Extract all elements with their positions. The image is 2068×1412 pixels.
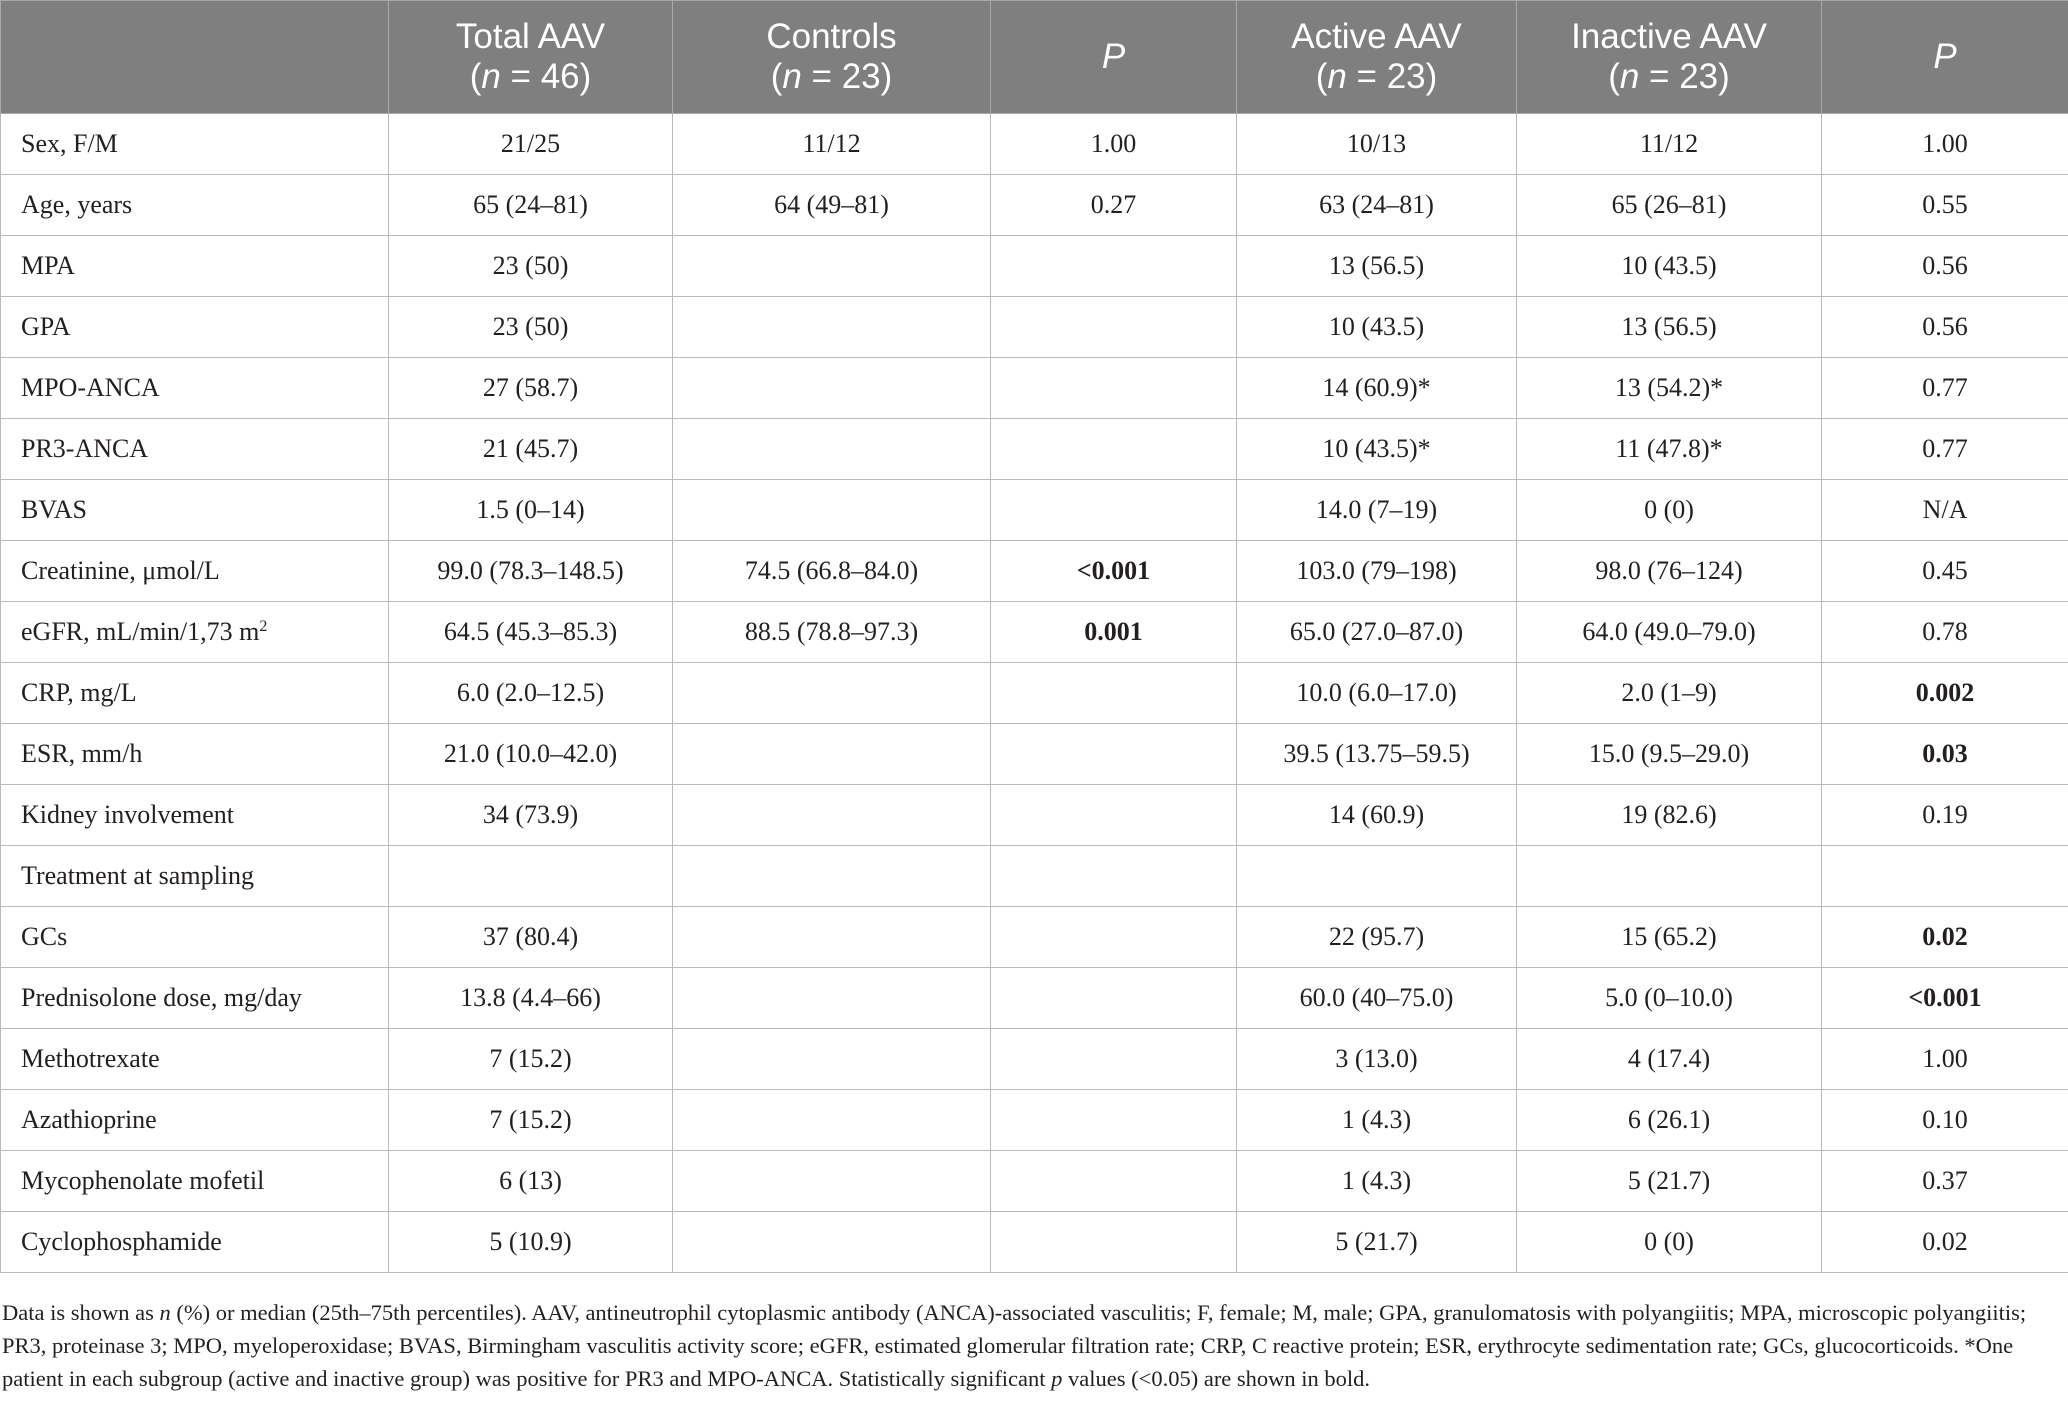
table-cell	[673, 419, 991, 480]
table-row	[1, 602, 2068, 663]
table-row	[1, 297, 2068, 358]
table-cell	[673, 724, 991, 785]
column-header	[389, 1, 673, 114]
table-cell: 7 (15.2)	[389, 1029, 673, 1090]
table-cell: 64 (49–81)	[673, 175, 991, 236]
table-cell: 14.0 (7–19)	[1237, 480, 1517, 541]
table-row	[1, 663, 2068, 724]
table-cell	[673, 1212, 991, 1273]
table-cell: 14 (60.9)*	[1237, 358, 1517, 419]
column-header-n: (n = 23)	[1315, 57, 1438, 96]
table-row	[1, 1151, 2068, 1212]
table-cell: 10/13	[1237, 114, 1517, 175]
table-cell: 13 (54.2)*	[1517, 358, 1822, 419]
table-cell: 0.03	[1822, 724, 2068, 785]
column-header-label: Inactive AAV	[1571, 17, 1767, 56]
table-cell: 98.0 (76–124)	[1517, 541, 1822, 602]
column-header-label: Controls	[766, 17, 897, 56]
table-cell: 22 (95.7)	[1237, 907, 1517, 968]
row-label: PR3-ANCA	[1, 419, 389, 480]
table-cell	[673, 1029, 991, 1090]
table-cell: 63 (24–81)	[1237, 175, 1517, 236]
table-cell: 0.02	[1822, 907, 2068, 968]
footnote-text-3: values (<0.05) are shown in bold.	[1062, 1366, 1371, 1391]
table-cell	[673, 1090, 991, 1151]
table-cell	[991, 1029, 1237, 1090]
table-cell: 39.5 (13.75–59.5)	[1237, 724, 1517, 785]
table-cell: 99.0 (78.3–148.5)	[389, 541, 673, 602]
table-cell: 0.77	[1822, 419, 2068, 480]
table-cell: 11/12	[1517, 114, 1822, 175]
row-label: GPA	[1, 297, 389, 358]
table-cell: 10 (43.5)*	[1237, 419, 1517, 480]
table-cell: 21/25	[389, 114, 673, 175]
table-body	[1, 114, 2068, 1273]
column-header	[673, 1, 991, 114]
row-label: CRP, mg/L	[1, 663, 389, 724]
table-cell: 0.002	[1822, 663, 2068, 724]
row-label: GCs	[1, 907, 389, 968]
row-label: ESR, mm/h	[1, 724, 389, 785]
row-label: Cyclophosphamide	[1, 1212, 389, 1273]
table-row	[1, 724, 2068, 785]
table-cell	[991, 236, 1237, 297]
table-cell: 10 (43.5)	[1237, 297, 1517, 358]
table-cell: 11/12	[673, 114, 991, 175]
table-cell	[991, 663, 1237, 724]
row-label: Age, years	[1, 175, 389, 236]
table-cell: 15.0 (9.5–29.0)	[1517, 724, 1822, 785]
table-cell: 10.0 (6.0–17.0)	[1237, 663, 1517, 724]
table-cell: 0.55	[1822, 175, 2068, 236]
table-cell: 0.02	[1822, 1212, 2068, 1273]
table-row	[1, 419, 2068, 480]
table-row	[1, 114, 2068, 175]
table-cell	[673, 358, 991, 419]
header-row	[1, 1, 2068, 114]
table-cell: <0.001	[991, 541, 1237, 602]
table-cell: 0.19	[1822, 785, 2068, 846]
row-label-superscript: 2	[259, 618, 268, 635]
column-header	[991, 1, 1237, 114]
table-row	[1, 236, 2068, 297]
table-cell: 27 (58.7)	[389, 358, 673, 419]
table-cell	[1237, 846, 1517, 907]
table-cell: 13 (56.5)	[1517, 297, 1822, 358]
table-cell: 1 (4.3)	[1237, 1151, 1517, 1212]
table-cell: 64.5 (45.3–85.3)	[389, 602, 673, 663]
row-label: eGFR, mL/min/1,73 $m^2$	[1, 602, 389, 663]
row-label: Sex, F/M	[1, 114, 389, 175]
table-cell	[991, 480, 1237, 541]
table-cell: 7 (15.2)	[389, 1090, 673, 1151]
table-cell	[991, 968, 1237, 1029]
table-cell	[1517, 846, 1822, 907]
table-cell	[991, 785, 1237, 846]
table-cell: 4 (17.4)	[1517, 1029, 1822, 1090]
table-cell	[673, 663, 991, 724]
table-cell	[991, 1212, 1237, 1273]
table-cell	[673, 846, 991, 907]
table-row	[1, 480, 2068, 541]
table-cell: 2.0 (1–9)	[1517, 663, 1822, 724]
row-label: BVAS	[1, 480, 389, 541]
table-row	[1, 1212, 2068, 1273]
table-cell: 65.0 (27.0–87.0)	[1237, 602, 1517, 663]
footnote-italic-n: n	[159, 1300, 171, 1325]
table-cell	[991, 1151, 1237, 1212]
table-cell: 0.77	[1822, 358, 2068, 419]
table-cell	[389, 846, 673, 907]
table-cell: N/A	[1822, 480, 2068, 541]
column-header	[1822, 1, 2068, 114]
column-header-label: Active AAV	[1291, 17, 1462, 56]
table-cell	[991, 297, 1237, 358]
table-cell: 13.8 (4.4–66)	[389, 968, 673, 1029]
table-cell: 0.78	[1822, 602, 2068, 663]
table-cell	[673, 297, 991, 358]
row-label: MPA	[1, 236, 389, 297]
table-cell: 103.0 (79–198)	[1237, 541, 1517, 602]
table-cell	[673, 1151, 991, 1212]
row-label: Creatinine, μmol/L	[1, 541, 389, 602]
table-cell: 74.5 (66.8–84.0)	[673, 541, 991, 602]
table-cell: 13 (56.5)	[1237, 236, 1517, 297]
row-label: Azathioprine	[1, 1090, 389, 1151]
table-cell: 0.27	[991, 175, 1237, 236]
table-cell: 0.001	[991, 602, 1237, 663]
table-cell	[991, 724, 1237, 785]
table-cell: 1.5 (0–14)	[389, 480, 673, 541]
column-header-label: P	[1933, 37, 1957, 76]
table-cell: 21.0 (10.0–42.0)	[389, 724, 673, 785]
table-cell: 37 (80.4)	[389, 907, 673, 968]
table-cell: 0.56	[1822, 297, 2068, 358]
table-cell: 5 (10.9)	[389, 1212, 673, 1273]
table-row	[1, 846, 2068, 907]
table-cell: 5.0 (0–10.0)	[1517, 968, 1822, 1029]
table-cell: 60.0 (40–75.0)	[1237, 968, 1517, 1029]
table-cell	[1822, 846, 2068, 907]
row-label: MPO-ANCA	[1, 358, 389, 419]
table-cell: 15 (65.2)	[1517, 907, 1822, 968]
table-cell	[673, 480, 991, 541]
table-cell: 23 (50)	[389, 297, 673, 358]
column-header-n: (n = 23)	[1608, 57, 1730, 96]
table-row	[1, 968, 2068, 1029]
table-cell: 6.0 (2.0–12.5)	[389, 663, 673, 724]
table-cell: 1 (4.3)	[1237, 1090, 1517, 1151]
table-cell	[673, 236, 991, 297]
table-cell: 5 (21.7)	[1237, 1212, 1517, 1273]
row-label: Mycophenolate mofetil	[1, 1151, 389, 1212]
table-cell	[673, 907, 991, 968]
table-cell: 11 (47.8)*	[1517, 419, 1822, 480]
table-cell: 6 (26.1)	[1517, 1090, 1822, 1151]
table-cell: 88.5 (78.8–97.3)	[673, 602, 991, 663]
table-cell: 65 (26–81)	[1517, 175, 1822, 236]
table-footnote	[2, 1296, 2052, 1395]
table-cell: 1.00	[1822, 1029, 2068, 1090]
row-label: Kidney involvement	[1, 785, 389, 846]
table-cell: 1.00	[991, 114, 1237, 175]
table-row	[1, 175, 2068, 236]
table-cell	[991, 907, 1237, 968]
table-cell: 5 (21.7)	[1517, 1151, 1822, 1212]
column-header	[1237, 1, 1517, 114]
table-cell: 34 (73.9)	[389, 785, 673, 846]
table-cell: 0.37	[1822, 1151, 2068, 1212]
table-row	[1, 358, 2068, 419]
footnote-italic-p: p	[1051, 1366, 1063, 1391]
footnote-text-1: Data is shown as	[2, 1300, 160, 1325]
table-cell: 6 (13)	[389, 1151, 673, 1212]
table-cell: 23 (50)	[389, 236, 673, 297]
header-label-cell	[1, 1, 389, 114]
table-cell: 10 (43.5)	[1517, 236, 1822, 297]
table-cell: 0.10	[1822, 1090, 2068, 1151]
table-cell: 0 (0)	[1517, 480, 1822, 541]
table-cell: 21 (45.7)	[389, 419, 673, 480]
table-cell	[673, 968, 991, 1029]
column-header-n: (n = 46)	[469, 57, 592, 96]
column-header-label: Total AAV	[455, 17, 606, 56]
table-row	[1, 1090, 2068, 1151]
table-cell: 3 (13.0)	[1237, 1029, 1517, 1090]
row-label: Prednisolone dose, mg/day	[1, 968, 389, 1029]
column-header-n: (n = 23)	[770, 57, 893, 96]
table-cell: 0 (0)	[1517, 1212, 1822, 1273]
table-cell: 1.00	[1822, 114, 2068, 175]
table-cell	[991, 358, 1237, 419]
table-row	[1, 907, 2068, 968]
table-row	[1, 541, 2068, 602]
column-header-label: P	[1101, 37, 1126, 76]
footnote-text-2: (%) or median (25th–75th percentiles). AAV, antineutrophil cytoplasmic antibody (ANCA)-associated vasculitis; F, female; M, male; GPA, granulomatosis with polyangiitis; MPA, microscopic polyangiitis; PR3, proteinase 3; MPO, myeloperoxidase; BVAS, Birmingham vasculitis activity score; eGFR, estimated glomerular filtration rate; CRP, C reactive protein; ESR, erythrocyte sedimentation rate; GCs, glucocorticoids. *One patient in each subgroup (active and inactive group) was positive for PR3 and MPO-ANCA. Statistically significant	[2, 1300, 2027, 1391]
table-cell	[991, 419, 1237, 480]
table-row	[1, 1029, 2068, 1090]
row-label: Methotrexate	[1, 1029, 389, 1090]
table-cell: 14 (60.9)	[1237, 785, 1517, 846]
table-cell	[991, 846, 1237, 907]
column-header	[1517, 1, 1822, 114]
table-cell: 19 (82.6)	[1517, 785, 1822, 846]
row-label: Treatment at sampling	[1, 846, 389, 907]
table-cell: 0.56	[1822, 236, 2068, 297]
table-cell: 64.0 (49.0–79.0)	[1517, 602, 1822, 663]
table-row	[1, 785, 2068, 846]
table-cell	[991, 1090, 1237, 1151]
table-cell: 0.45	[1822, 541, 2068, 602]
table-cell: 65 (24–81)	[389, 175, 673, 236]
table-cell: <0.001	[1822, 968, 2068, 1029]
table-cell	[673, 785, 991, 846]
